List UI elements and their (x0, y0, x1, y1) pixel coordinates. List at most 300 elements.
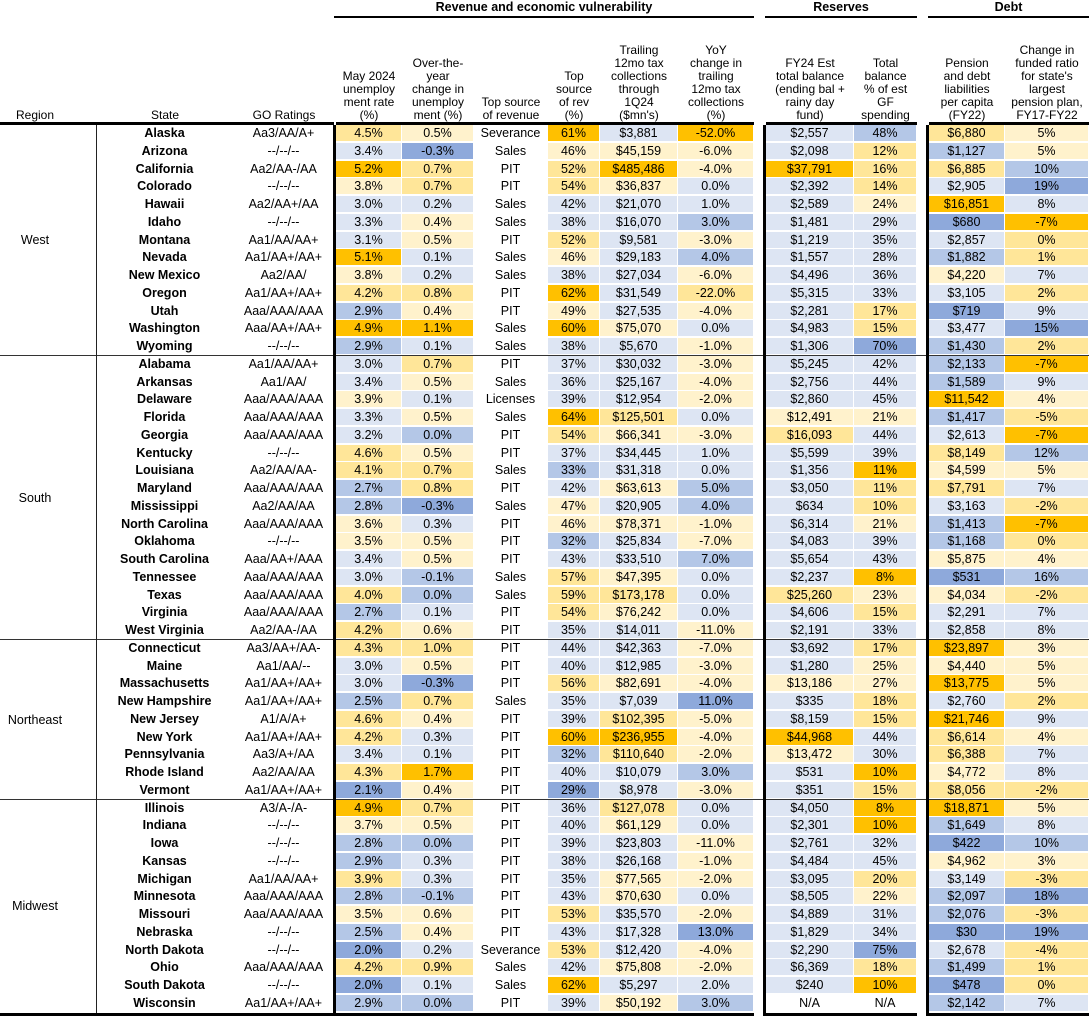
cell-yoy: 3.0% (678, 214, 754, 231)
cell-tax: $7,039 (600, 693, 678, 710)
cell-topPct: 54% (548, 427, 600, 444)
state-name-cell: New Mexico (96, 267, 234, 284)
cell-balPct: 14% (854, 178, 917, 195)
cell-yoy: -3.0% (678, 782, 754, 799)
cell-pens: $4,440 (929, 658, 1005, 675)
cell-tax: $29,183 (600, 249, 678, 266)
cell-otyChg: 1.1% (402, 320, 474, 337)
cell-pens: $2,613 (929, 427, 1005, 444)
state-name-cell: South Dakota (96, 977, 234, 994)
cell-fund: -2% (1005, 587, 1089, 604)
cell-otyChg: -0.3% (402, 143, 474, 160)
cell-tax: $77,565 (600, 871, 678, 888)
cell-yoy: 0.0% (678, 817, 754, 834)
cell-bal: $4,606 (766, 604, 854, 621)
cell-topSrc: PIT (474, 161, 548, 178)
cell-yoy: -2.0% (678, 391, 754, 408)
cell-fund: -3% (1005, 871, 1089, 888)
cell-tax: $110,640 (600, 746, 678, 763)
cell-otyChg: 0.0% (402, 587, 474, 604)
cell-topSrc: PIT (474, 516, 548, 533)
section-divider (763, 125, 766, 1016)
cell-go: Aa3/AA/A+ (234, 125, 334, 142)
cell-topSrc: PIT (474, 711, 548, 728)
cell-pens: $531 (929, 569, 1005, 586)
cell-yoy: 4.0% (678, 249, 754, 266)
cell-yoy: -7.0% (678, 640, 754, 657)
cell-tax: $66,341 (600, 427, 678, 444)
cell-fund: -5% (1005, 409, 1089, 426)
cell-otyChg: 0.0% (402, 995, 474, 1012)
cell-unemp: 2.0% (336, 942, 402, 959)
cell-topSrc: PIT (474, 427, 548, 444)
cell-bal: $4,050 (766, 800, 854, 817)
state-name-cell: Alaska (96, 125, 234, 142)
cell-bal: $1,829 (766, 924, 854, 941)
cell-unemp: 2.9% (336, 995, 402, 1012)
cell-tax: $63,613 (600, 480, 678, 497)
section-divider (926, 125, 929, 1016)
cell-tax: $8,978 (600, 782, 678, 799)
cell-go: --/--/-- (234, 338, 334, 355)
cell-balPct: 15% (854, 604, 917, 621)
cell-tax: $20,905 (600, 498, 678, 515)
cell-tax: $3,881 (600, 125, 678, 142)
cell-bal: $1,557 (766, 249, 854, 266)
cell-topPct: 35% (548, 622, 600, 639)
cell-tax: $45,159 (600, 143, 678, 160)
cell-topSrc: PIT (474, 604, 548, 621)
state-name-cell: New Hampshire (96, 693, 234, 710)
cell-balPct: 25% (854, 658, 917, 675)
cell-topSrc: Sales (474, 498, 548, 515)
state-name-cell: Pennsylvania (96, 746, 234, 763)
group-header-vulnerability: Revenue and economic vulnerability (334, 0, 754, 18)
cell-yoy: 0.0% (678, 604, 754, 621)
state-name-cell: Hawaii (96, 196, 234, 213)
cell-balPct: 36% (854, 267, 917, 284)
cell-topSrc: Sales (474, 977, 548, 994)
column-header-go: GO Ratings (252, 108, 316, 122)
cell-fund: 10% (1005, 835, 1089, 852)
cell-bal: $5,654 (766, 551, 854, 568)
cell-yoy: 0.0% (678, 409, 754, 426)
column-header-region: Region (15, 108, 55, 122)
cell-otyChg: -0.3% (402, 675, 474, 692)
cell-balPct: 10% (854, 817, 917, 834)
state-name-cell: Missouri (96, 906, 234, 923)
cell-pens: $3,163 (929, 498, 1005, 515)
cell-unemp: 3.6% (336, 516, 402, 533)
cell-bal: $8,159 (766, 711, 854, 728)
cell-topSrc: PIT (474, 764, 548, 781)
cell-pens: $4,034 (929, 587, 1005, 604)
cell-yoy: -11.0% (678, 835, 754, 852)
cell-fund: 19% (1005, 924, 1089, 941)
state-name-cell: Minnesota (96, 888, 234, 905)
region-label-west: West (20, 233, 50, 248)
cell-topPct: 56% (548, 675, 600, 692)
cell-fund: 7% (1005, 604, 1089, 621)
cell-pens: $7,791 (929, 480, 1005, 497)
state-name-cell: Utah (96, 303, 234, 320)
cell-pens: $2,133 (929, 356, 1005, 373)
cell-unemp: 4.1% (336, 462, 402, 479)
cell-go: Aa1/AA+/AA+ (234, 729, 334, 746)
cell-yoy: 11.0% (678, 693, 754, 710)
cell-unemp: 4.9% (336, 800, 402, 817)
cell-fund: 9% (1005, 303, 1089, 320)
cell-bal: $1,219 (766, 232, 854, 249)
cell-fund: 5% (1005, 658, 1089, 675)
cell-pens: $8,149 (929, 445, 1005, 462)
cell-go: --/--/-- (234, 835, 334, 852)
cell-bal: $25,260 (766, 587, 854, 604)
cell-yoy: -1.0% (678, 516, 754, 533)
cell-pens: $680 (929, 214, 1005, 231)
cell-balPct: 10% (854, 977, 917, 994)
cell-tax: $61,129 (600, 817, 678, 834)
cell-yoy: -3.0% (678, 232, 754, 249)
cell-go: Aaa/AAA/AAA (234, 888, 334, 905)
cell-pens: $1,430 (929, 338, 1005, 355)
cell-yoy: -2.0% (678, 959, 754, 976)
cell-unemp: 3.0% (336, 675, 402, 692)
cell-unemp: 3.8% (336, 178, 402, 195)
state-name-cell: Georgia (96, 427, 234, 444)
cell-otyChg: 0.1% (402, 604, 474, 621)
cell-topPct: 35% (548, 871, 600, 888)
state-name-cell: Nebraska (96, 924, 234, 941)
cell-topSrc: Sales (474, 320, 548, 337)
state-name-cell: Michigan (96, 871, 234, 888)
cell-tax: $5,297 (600, 977, 678, 994)
cell-topSrc: Sales (474, 462, 548, 479)
cell-go: Aaa/AAA/AAA (234, 480, 334, 497)
state-name-cell: Vermont (96, 782, 234, 799)
cell-tax: $30,032 (600, 356, 678, 373)
cell-unemp: 3.0% (336, 356, 402, 373)
cell-topPct: 54% (548, 178, 600, 195)
cell-pens: $1,168 (929, 533, 1005, 550)
cell-bal: $2,301 (766, 817, 854, 834)
cell-go: --/--/-- (234, 445, 334, 462)
state-name-cell: Arizona (96, 143, 234, 160)
cell-bal: $5,315 (766, 285, 854, 302)
cell-go: Aaa/AAA/AAA (234, 303, 334, 320)
cell-otyChg: 0.3% (402, 853, 474, 870)
cell-balPct: 15% (854, 711, 917, 728)
cell-balPct: 18% (854, 959, 917, 976)
cell-otyChg: 0.1% (402, 391, 474, 408)
cell-balPct: 45% (854, 391, 917, 408)
cell-bal: $12,491 (766, 409, 854, 426)
cell-go: Aaa/AA+/AA+ (234, 320, 334, 337)
cell-unemp: 3.3% (336, 409, 402, 426)
column-header-state: State (150, 108, 180, 122)
section-divider (333, 125, 336, 1016)
cell-unemp: 3.4% (336, 551, 402, 568)
cell-unemp: 5.1% (336, 249, 402, 266)
cell-yoy: -3.0% (678, 356, 754, 373)
cell-unemp: 2.7% (336, 604, 402, 621)
cell-fund: 3% (1005, 640, 1089, 657)
cell-topSrc: PIT (474, 675, 548, 692)
cell-go: Aa1/AA+/AA+ (234, 782, 334, 799)
cell-bal: N/A (766, 995, 854, 1012)
cell-topPct: 42% (548, 196, 600, 213)
column-header-bal: FY24 Est total balance (ending bal + rainy day fund) (775, 56, 845, 122)
state-name-cell: Florida (96, 409, 234, 426)
cell-pens: $6,880 (929, 125, 1005, 142)
cell-balPct: 27% (854, 675, 917, 692)
state-name-cell: Oklahoma (96, 533, 234, 550)
cell-topPct: 40% (548, 658, 600, 675)
cell-topPct: 38% (548, 853, 600, 870)
cell-yoy: -1.0% (678, 853, 754, 870)
column-header-fund: Change in funded ratio for state's largest pension plan, FY17-FY22 (1011, 43, 1083, 122)
cell-yoy: -3.0% (678, 658, 754, 675)
cell-topPct: 43% (548, 924, 600, 941)
cell-topSrc: PIT (474, 178, 548, 195)
cell-yoy: 1.0% (678, 196, 754, 213)
cell-go: Aaa/AAA/AAA (234, 391, 334, 408)
cell-topSrc: PIT (474, 285, 548, 302)
cell-balPct: 43% (854, 551, 917, 568)
cell-yoy: 7.0% (678, 551, 754, 568)
cell-tax: $75,070 (600, 320, 678, 337)
cell-pens: $1,649 (929, 817, 1005, 834)
cell-fund: 15% (1005, 320, 1089, 337)
state-name-cell: Maryland (96, 480, 234, 497)
cell-otyChg: 0.1% (402, 338, 474, 355)
state-name-cell: Rhode Island (96, 764, 234, 781)
cell-fund: 8% (1005, 764, 1089, 781)
cell-bal: $3,692 (766, 640, 854, 657)
cell-unemp: 2.9% (336, 853, 402, 870)
cell-otyChg: 0.5% (402, 125, 474, 142)
cell-otyChg: 1.0% (402, 640, 474, 657)
cell-yoy: 0.0% (678, 800, 754, 817)
cell-otyChg: 0.7% (402, 161, 474, 178)
cell-topSrc: PIT (474, 871, 548, 888)
cell-tax: $21,070 (600, 196, 678, 213)
cell-otyChg: 0.7% (402, 356, 474, 373)
cell-unemp: 3.1% (336, 232, 402, 249)
cell-go: Aa3/AA+/AA- (234, 640, 334, 657)
cell-pens: $4,772 (929, 764, 1005, 781)
cell-otyChg: 0.7% (402, 693, 474, 710)
cell-balPct: 10% (854, 498, 917, 515)
cell-balPct: N/A (854, 995, 917, 1012)
state-name-cell: California (96, 161, 234, 178)
cell-otyChg: 0.1% (402, 977, 474, 994)
cell-pens: $2,291 (929, 604, 1005, 621)
cell-yoy: -22.0% (678, 285, 754, 302)
cell-topSrc: Sales (474, 267, 548, 284)
cell-tax: $42,363 (600, 640, 678, 657)
cell-topSrc: Sales (474, 143, 548, 160)
cell-yoy: -4.0% (678, 161, 754, 178)
state-name-cell: Arkansas (96, 374, 234, 391)
cell-go: --/--/-- (234, 143, 334, 160)
cell-tax: $5,670 (600, 338, 678, 355)
cell-fund: 1% (1005, 959, 1089, 976)
cell-bal: $3,095 (766, 871, 854, 888)
cell-fund: 4% (1005, 551, 1089, 568)
cell-go: A3/A-/A- (234, 800, 334, 817)
cell-go: Aa1/AA/AA+ (234, 871, 334, 888)
cell-unemp: 3.8% (336, 267, 402, 284)
column-header-topPct: Top source of rev (%) (555, 69, 593, 122)
cell-otyChg: 0.4% (402, 711, 474, 728)
cell-topSrc: PIT (474, 995, 548, 1012)
cell-topSrc: PIT (474, 924, 548, 941)
cell-unemp: 4.6% (336, 711, 402, 728)
cell-tax: $12,954 (600, 391, 678, 408)
cell-fund: 5% (1005, 462, 1089, 479)
cell-go: --/--/-- (234, 533, 334, 550)
cell-otyChg: -0.1% (402, 569, 474, 586)
state-name-cell: Colorado (96, 178, 234, 195)
cell-unemp: 4.2% (336, 622, 402, 639)
cell-pens: $6,885 (929, 161, 1005, 178)
cell-topPct: 37% (548, 356, 600, 373)
cell-pens: $30 (929, 924, 1005, 941)
cell-otyChg: 0.4% (402, 782, 474, 799)
cell-unemp: 2.5% (336, 693, 402, 710)
cell-pens: $2,858 (929, 622, 1005, 639)
cell-topPct: 57% (548, 569, 600, 586)
cell-topSrc: PIT (474, 640, 548, 657)
cell-fund: 7% (1005, 995, 1089, 1012)
cell-fund: 18% (1005, 888, 1089, 905)
cell-unemp: 5.2% (336, 161, 402, 178)
cell-bal: $3,050 (766, 480, 854, 497)
cell-otyChg: 0.8% (402, 285, 474, 302)
cell-tax: $127,078 (600, 800, 678, 817)
cell-topPct: 43% (548, 888, 600, 905)
cell-yoy: 3.0% (678, 995, 754, 1012)
cell-go: Aa2/AA-/AA (234, 161, 334, 178)
cell-otyChg: -0.3% (402, 498, 474, 515)
state-name-cell: Wisconsin (96, 995, 234, 1012)
cell-otyChg: 0.5% (402, 409, 474, 426)
cell-pens: $13,775 (929, 675, 1005, 692)
state-name-cell: Iowa (96, 835, 234, 852)
cell-topPct: 59% (548, 587, 600, 604)
cell-tax: $47,395 (600, 569, 678, 586)
cell-balPct: 21% (854, 516, 917, 533)
cell-balPct: 39% (854, 445, 917, 462)
cell-bal: $2,392 (766, 178, 854, 195)
cell-yoy: 3.0% (678, 764, 754, 781)
column-divider (96, 125, 97, 1015)
cell-balPct: 8% (854, 800, 917, 817)
cell-go: --/--/-- (234, 942, 334, 959)
cell-go: Aa1/AA/AA+ (234, 356, 334, 373)
cell-bal: $1,306 (766, 338, 854, 355)
cell-bal: $37,791 (766, 161, 854, 178)
cell-topPct: 52% (548, 161, 600, 178)
state-name-cell: Washington (96, 320, 234, 337)
cell-topPct: 64% (548, 409, 600, 426)
cell-bal: $4,983 (766, 320, 854, 337)
cell-pens: $6,614 (929, 729, 1005, 746)
cell-pens: $21,746 (929, 711, 1005, 728)
cell-topPct: 62% (548, 977, 600, 994)
group-header-debt: Debt (928, 0, 1089, 18)
cell-topSrc: Licenses (474, 391, 548, 408)
cell-fund: -4% (1005, 942, 1089, 959)
cell-yoy: -4.0% (678, 942, 754, 959)
cell-topSrc: PIT (474, 906, 548, 923)
cell-fund: 5% (1005, 675, 1089, 692)
cell-tax: $9,581 (600, 232, 678, 249)
cell-topSrc: Sales (474, 693, 548, 710)
state-name-cell: Connecticut (96, 640, 234, 657)
cell-pens: $2,905 (929, 178, 1005, 195)
cell-unemp: 3.0% (336, 196, 402, 213)
cell-pens: $2,760 (929, 693, 1005, 710)
cell-bal: $2,756 (766, 374, 854, 391)
cell-topSrc: PIT (474, 658, 548, 675)
cell-tax: $31,549 (600, 285, 678, 302)
cell-otyChg: 0.3% (402, 729, 474, 746)
cell-balPct: 16% (854, 161, 917, 178)
cell-fund: 8% (1005, 817, 1089, 834)
cell-bal: $531 (766, 764, 854, 781)
cell-unemp: 3.0% (336, 569, 402, 586)
cell-unemp: 2.8% (336, 498, 402, 515)
group-header-reserves: Reserves (765, 0, 917, 18)
cell-balPct: 11% (854, 462, 917, 479)
cell-pens: $11,542 (929, 391, 1005, 408)
cell-fund: 5% (1005, 143, 1089, 160)
cell-go: Aaa/AAA/AAA (234, 516, 334, 533)
cell-topPct: 46% (548, 516, 600, 533)
cell-unemp: 2.1% (336, 782, 402, 799)
cell-tax: $12,420 (600, 942, 678, 959)
cell-bal: $4,496 (766, 267, 854, 284)
cell-topPct: 61% (548, 125, 600, 142)
cell-balPct: 35% (854, 232, 917, 249)
region-label-midwest: Midwest (12, 899, 58, 913)
cell-go: Aaa/AAA/AAA (234, 427, 334, 444)
cell-unemp: 4.2% (336, 729, 402, 746)
cell-yoy: 1.0% (678, 445, 754, 462)
cell-pens: $422 (929, 835, 1005, 852)
cell-tax: $102,395 (600, 711, 678, 728)
column-header-otyChg: Over-the- year change in unemploy ment (%) (411, 56, 465, 122)
cell-go: --/--/-- (234, 924, 334, 941)
cell-bal: $2,860 (766, 391, 854, 408)
cell-pens: $18,871 (929, 800, 1005, 817)
state-name-cell: Alabama (96, 356, 234, 373)
cell-go: Aaa/AAA/AAA (234, 569, 334, 586)
cell-yoy: 0.0% (678, 462, 754, 479)
cell-unemp: 3.9% (336, 391, 402, 408)
cell-topSrc: PIT (474, 782, 548, 799)
cell-balPct: 30% (854, 746, 917, 763)
cell-fund: 10% (1005, 161, 1089, 178)
cell-bal: $1,280 (766, 658, 854, 675)
state-name-cell: Kentucky (96, 445, 234, 462)
cell-yoy: -1.0% (678, 338, 754, 355)
cell-fund: -7% (1005, 516, 1089, 533)
cell-otyChg: 0.5% (402, 232, 474, 249)
cell-otyChg: 0.1% (402, 249, 474, 266)
